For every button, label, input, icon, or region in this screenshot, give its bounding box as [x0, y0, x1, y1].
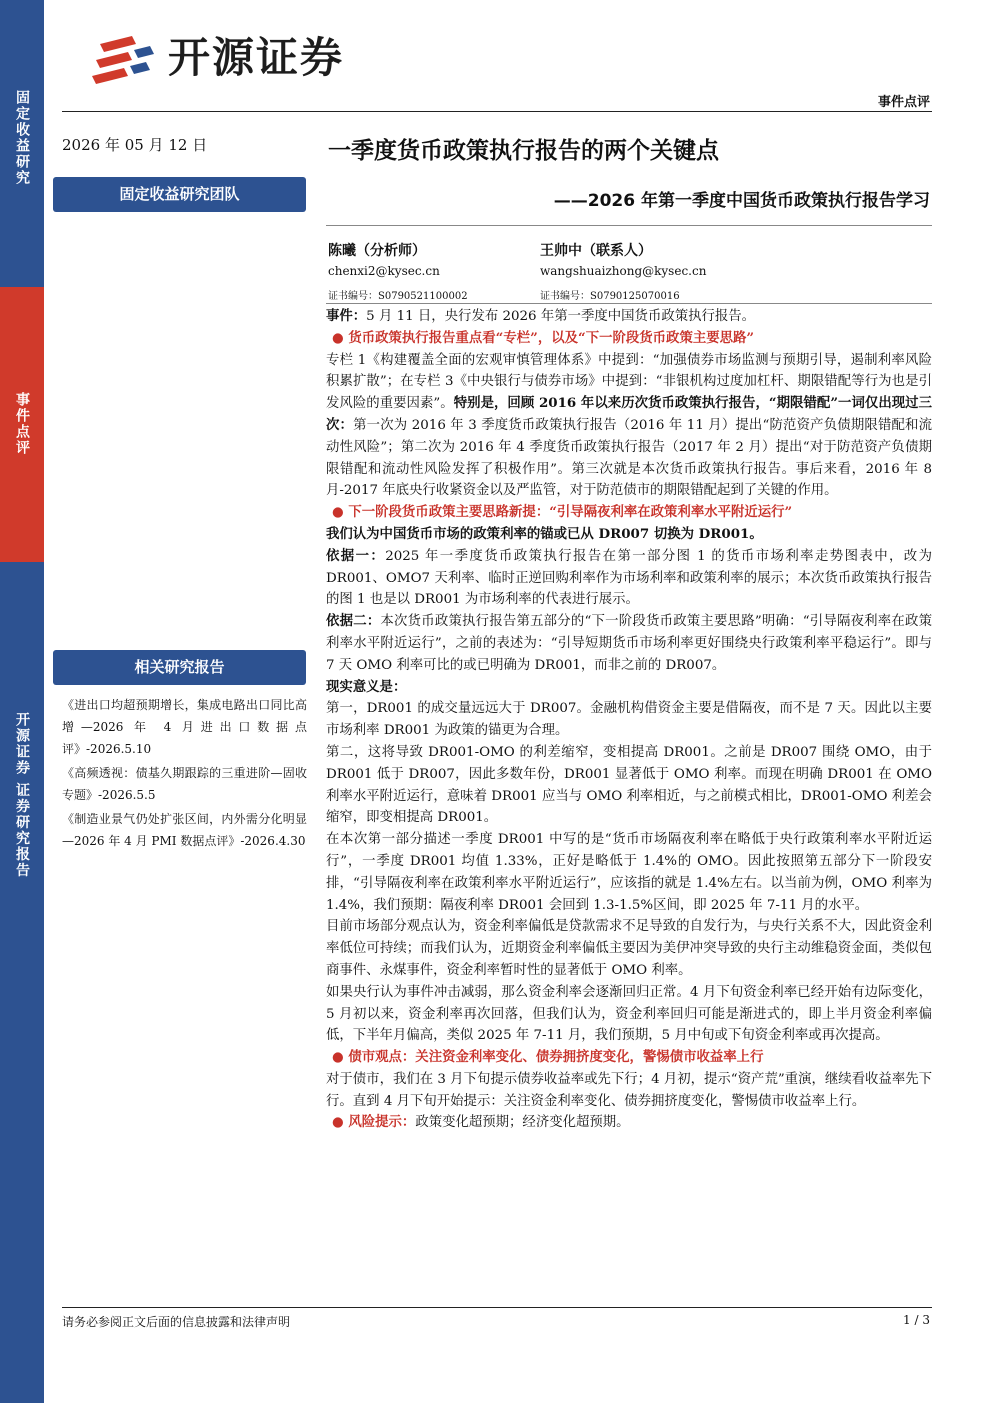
- body-paragraph: 专栏 1《构建覆盖全面的宏观审慎管理体系》中提到：“加强债券市场监测与预期引导，遏制利率风险积累扩散”；在专栏 3《中央银行与债券市场》中提到：“非银机构过度加杠杆、期限错配等行为也是引发风险的重要因素”。特别是，回顾 2016 年以来历次货币政策执行报告，“期限错配”一词仅出现过三次：第一次为 2016 年 3 季度货币政策执行报告（2016 年 11 月）提出“防范资产负债期限错配和流动性风险”；第二次为 2016 年 4 季度货币政策执行报告（2017 年 2 月）提出“对于防范资产负债期限错配和流动性风险发挥了积极作用”。第三次就是本次货币政策执行报告。事后来看，2016 年 8 月-2017 年底央行收紧资金以及严监管，对于防范债市的期限错配起到了关键的作用。: [326, 352, 933, 499]
- related-reports-list: [62, 694, 307, 854]
- contact-cert: 证书编号：S0790125070016: [540, 291, 680, 302]
- body-paragraph: 第一，DR001 的成交量远远大于 DR007。金融机构借资金主要是借隔夜，而不是 7 天。因此以主要市场利率 DR001 为政策的锚更为合理。: [326, 701, 932, 739]
- analyst-email[interactable]: chenxi2@kysec.cn: [328, 264, 440, 278]
- team-label: 固定收益研究团队: [53, 177, 306, 212]
- subheading: 现实意义是：: [326, 678, 407, 695]
- report-date: 2026 年 05 月 12 日: [62, 136, 208, 154]
- side-strip: [0, 0, 44, 1403]
- section-heading: ● 下一阶段货币政策主要思路新提：“引导隔夜利率在政策利率水平附近运行”: [332, 504, 793, 521]
- bullet-icon: ●: [332, 504, 349, 521]
- report-subtitle: ——2026 年第一季度中国货币政策执行报告学习: [553, 191, 930, 211]
- page-number: 1 / 3: [903, 1313, 930, 1327]
- body-paragraph: 对于债市，我们在 3 月下旬提示债券收益率或先下行；4 月初，提示“资产荒”重演，继续看收益率先下行。直到 4 月下旬开始提示：关注资金利率变化、债券拥挤度变化，警惕债市收益率上行。: [326, 1071, 932, 1109]
- bullet-icon: ●: [332, 329, 349, 346]
- brand-logo-icon: [92, 30, 156, 86]
- body-paragraph: 在本次第一部分描述一季度 DR001 中写的是“货币市场隔夜利率在略低于央行政策利率水平附近运行”，一季度 DR001 均值 1.33%，正好是略低于 1.4%的 OMO。因此按照第五部分下一阶段安排，“引导隔夜利率在政策利率水平附近运行”，应该指的就是 1.4%左右。以当前为例，OMO 利率为 1.4%，我们预期：隔夜利率 DR001 会回到 1.3-1.5%区间，即 2025 年 7-11 月的水平。: [326, 832, 932, 913]
- related-report-item[interactable]: 《进出口均超预期增长，集成电路出口同比高增—2026 年 4 月进出口数据点评》-2026.5.10: [62, 698, 307, 756]
- side-label-category: 固定收益研究: [14, 90, 30, 186]
- report-type-tag: 事件点评: [877, 95, 930, 110]
- event-label: 事件：: [326, 308, 367, 324]
- analyst-cert: 证书编号：S0790521100002: [328, 291, 468, 302]
- header-divider: [62, 111, 932, 112]
- event-paragraph: [326, 306, 932, 328]
- side-label-brand: 开源证券 证券研究报告: [14, 712, 30, 879]
- section-heading: ● 债市观点：关注资金利率变化、债券拥挤度变化，警惕债市收益率上行: [332, 1049, 764, 1066]
- report-body: [326, 306, 932, 1134]
- contact-email[interactable]: wangshuaizhong@kysec.cn: [540, 264, 707, 278]
- side-label-type: 事件点评: [14, 392, 30, 456]
- bullet-icon: ●: [332, 1049, 349, 1066]
- body-paragraph: 依据二：本次货币政策执行报告第五部分的“下一阶段货币政策主要思路”明确：“引导隔夜利率在政策利率水平附近运行”，之前的表述为：“引导短期货币市场利率更好围绕央行政策利率平稳运行”。即与 7 天 OMO 利率可比的或已明确为 DR001，而非之前的 DR007。: [326, 613, 932, 673]
- body-paragraph: 依据一：2025 年一季度货币政策执行报告在第一部分图 1 的货币市场利率走势图表中，改为 DR001、OMO7 天利率、临时正逆回购利率作为市场利率和政策利率的展示；本次货币政策执行报告的图 1 也是以 DR001 为市场利率的代表进行展示。: [326, 547, 933, 608]
- analyst-card: [328, 240, 528, 302]
- bullet-icon: ●: [332, 1114, 349, 1131]
- analyst-name: 陈曦（分析师）: [328, 243, 426, 259]
- risk-paragraph: ● 风险提示：政策变化超预期；经济变化超预期。: [332, 1114, 630, 1131]
- event-text: 5 月 11 日，央行发布 2026 年第一季度中国货币政策执行报告。: [366, 309, 756, 324]
- section-heading: ● 货币政策执行报告重点看“专栏”，以及“下一阶段货币政策主要思路”: [332, 329, 755, 346]
- body-paragraph: 目前市场部分观点认为，资金利率偏低是贷款需求不足导致的自发行为，与央行关系不大，因此资金利率低位可持续；而我们认为，近期资金利率偏低主要因为美伊冲突导致的央行主动维稳资金面，类似包商事件、永煤事件，资金利率暂时性的显著低于 OMO 利率。: [326, 919, 932, 978]
- contact-name: 王帅中（联系人）: [540, 243, 652, 259]
- related-reports-label: 相关研究报告: [53, 650, 306, 685]
- key-conclusion: 我们认为中国货币市场的政策利率的锚或已从 DR007 切换为 DR001。: [326, 525, 763, 542]
- footer-disclaimer: 请务必参阅正文后面的信息披露和法律声明: [62, 1315, 291, 1329]
- related-report-item[interactable]: 《高频透视：债基久期跟踪的三重进阶—固收专题》-2026.5.5: [62, 766, 307, 802]
- brand-name: 开源证券: [168, 33, 345, 82]
- contact-card: [540, 240, 740, 302]
- report-title: 一季度货币政策执行报告的两个关键点: [328, 138, 719, 164]
- title-divider: [326, 225, 932, 226]
- related-report-item[interactable]: 《制造业景气仍处扩张区间，内外需分化明显—2026 年 4 月 PMI 数据点评》-2026.4.30: [62, 812, 307, 848]
- body-paragraph: 如果央行认为事件冲击减弱，那么资金利率会逐渐回归正常。4 月下旬资金利率已经开始有边际变化，5 月初以来，资金利率再次回落，但我们认为，资金利率回归可能是渐进式的，即上半月资金利率偏低，下半年月偏高，类似 2025 年 7-11 月，我们预期，5 月中旬或下旬资金利率或再次提高。: [326, 984, 932, 1044]
- body-paragraph: 第二，这将导致 DR001-OMO 的利差缩窄，变相提高 DR001。之前是 DR007 围绕 OMO，由于 DR001 低于 DR007，因此多数年份，DR001 显著低于 OMO 利率。而现在明确 DR001 在 OMO 利率水平附近运行，意味着 DR001 应当与 OMO 利率相近，与之前模式相比，DR001-OMO 利差会缩窄，即变相提高 DR001。: [326, 744, 932, 826]
- footer-divider: [62, 1307, 932, 1308]
- analyst-divider: [326, 303, 932, 304]
